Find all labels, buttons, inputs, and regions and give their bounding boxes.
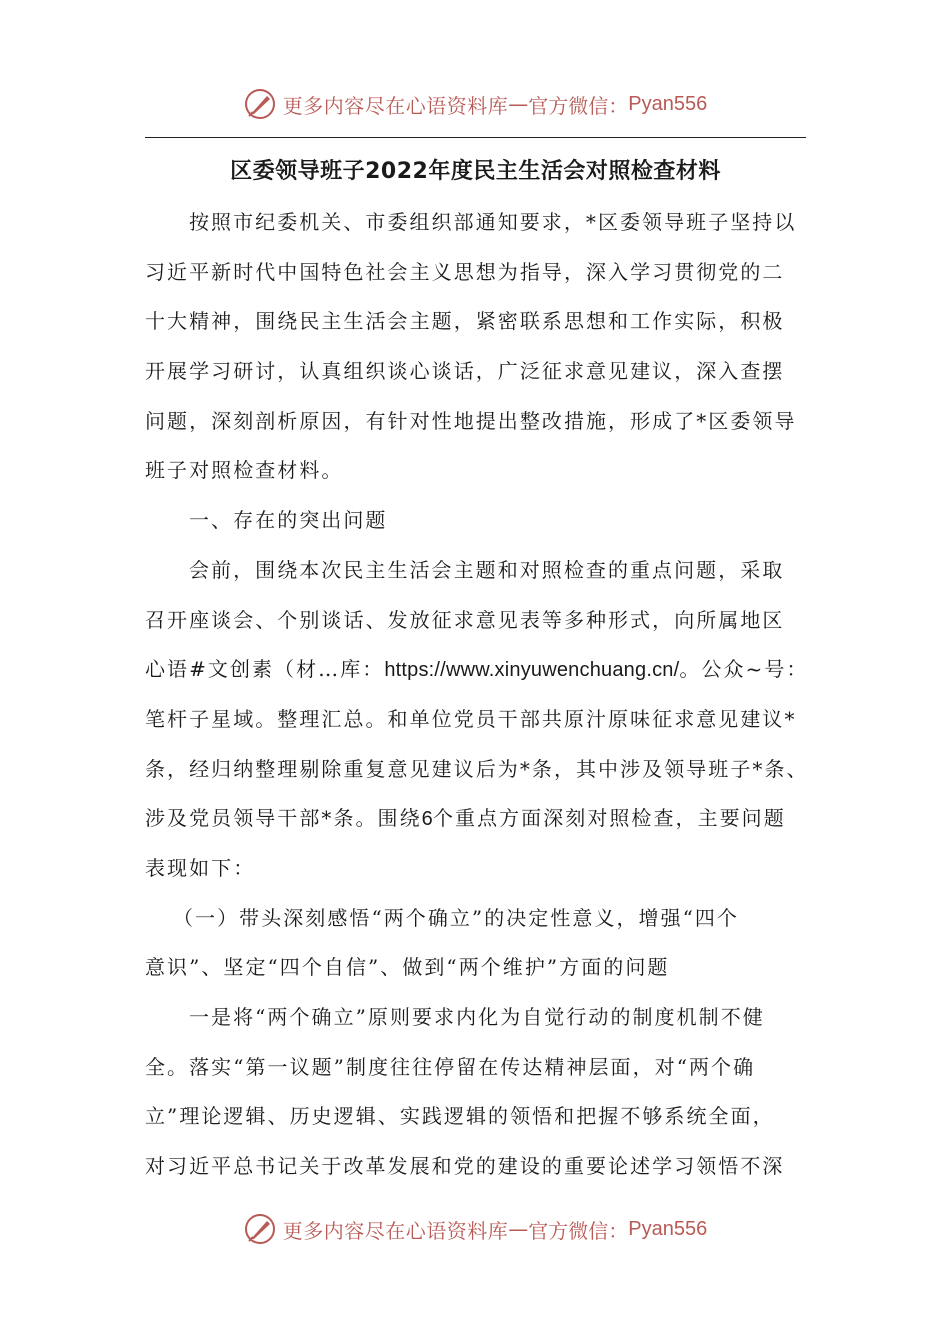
body-line: 条，经归纳整理剔除重复意见建议后为*条，其中涉及领导班子*条、 (145, 756, 809, 781)
body-line: 班子对照检查材料。 (145, 458, 344, 483)
body-text: 涉及党员领导干部*条。围绕 (145, 806, 422, 831)
subsection-heading: （一）带头深刻感悟“两个确立”的决定性意义，增强“四个 (173, 905, 740, 930)
header-rule (145, 137, 806, 138)
website-url: https://www.xinyuwenchuang.cn/ (384, 659, 680, 682)
body-line: 十大精神，围绕民主生活会主题，紧密联系思想和工作实际，积极 (145, 309, 785, 334)
subsection-heading: 意识”、坚定“四个自信”、做到“两个维护”方面的问题 (145, 955, 670, 980)
header-watermark (0, 84, 950, 124)
body-line (145, 794, 813, 844)
body-number: 6 (421, 808, 433, 831)
body-text: 心语#文创素（材…库： (145, 657, 385, 682)
body-line: 习近平新时代中国特色社会主义思想为指导，深入学习贯彻党的二 (145, 259, 785, 284)
body-line: 一是将“两个确立”原则要求内化为自觉行动的制度机制不健 (189, 1005, 765, 1029)
watermark-separator: — (508, 1217, 529, 1241)
body-line: 笔杆子星域。整理汇总。和单位党员干部共原汁原味征求意见建议* (145, 706, 797, 731)
watermark-wechat-id: Pyan556 (628, 92, 708, 115)
watermark-text: 更多内容尽在心语资料库 (282, 93, 509, 118)
section-heading: 一、存在的突出问题 (189, 508, 388, 533)
watermark-wechat-label: 官方微信： (528, 1218, 629, 1243)
watermark-separator: — (508, 92, 529, 116)
body-line: 对习近平总书记关于改革发展和党的建设的重要论述学习领悟不深 (145, 1154, 785, 1179)
body-line: 按照市纪委机关、市委组织部通知要求，*区委领导班子坚持以 (189, 210, 797, 234)
document-title: 区委领导班子2022年度民主生活会对照检查材料 (230, 159, 721, 184)
body-text: 个重点方面深刻对照检查，主要问题 (432, 806, 786, 831)
watermark-wechat-id: Pyan556 (628, 1217, 708, 1240)
body-line: 召开座谈会、个别谈话、发放征求意见表等多种形式，向所属地区 (145, 607, 785, 632)
body-text: 。公众~号： (679, 657, 809, 682)
body-line: 会前，围绕本次民主生活会主题和对照检查的重点问题，采取 (189, 557, 785, 582)
body-line: 开展学习研讨，认真组织谈心谈话，广泛征求意见建议，深入查摆 (145, 359, 785, 384)
document-body (145, 198, 813, 1192)
quill-logo-icon (243, 1212, 277, 1246)
body-line: 立”理论逻辑、历史逻辑、实践逻辑的领悟和把握不够系统全面， (145, 1104, 775, 1129)
footer-watermark (0, 1209, 950, 1249)
body-line: 全。落实“第一议题”制度往往停留在传达精神层面，对“两个确 (145, 1054, 756, 1079)
quill-logo-icon (243, 87, 277, 121)
watermark-text: 更多内容尽在心语资料库 (282, 1218, 509, 1243)
body-line: 表现如下： (145, 855, 256, 880)
body-line (145, 645, 813, 695)
body-line: 问题，深刻剖析原因，有针对性地提出整改措施，形成了*区委领导 (145, 408, 797, 433)
watermark-wechat-label: 官方微信： (528, 93, 629, 118)
